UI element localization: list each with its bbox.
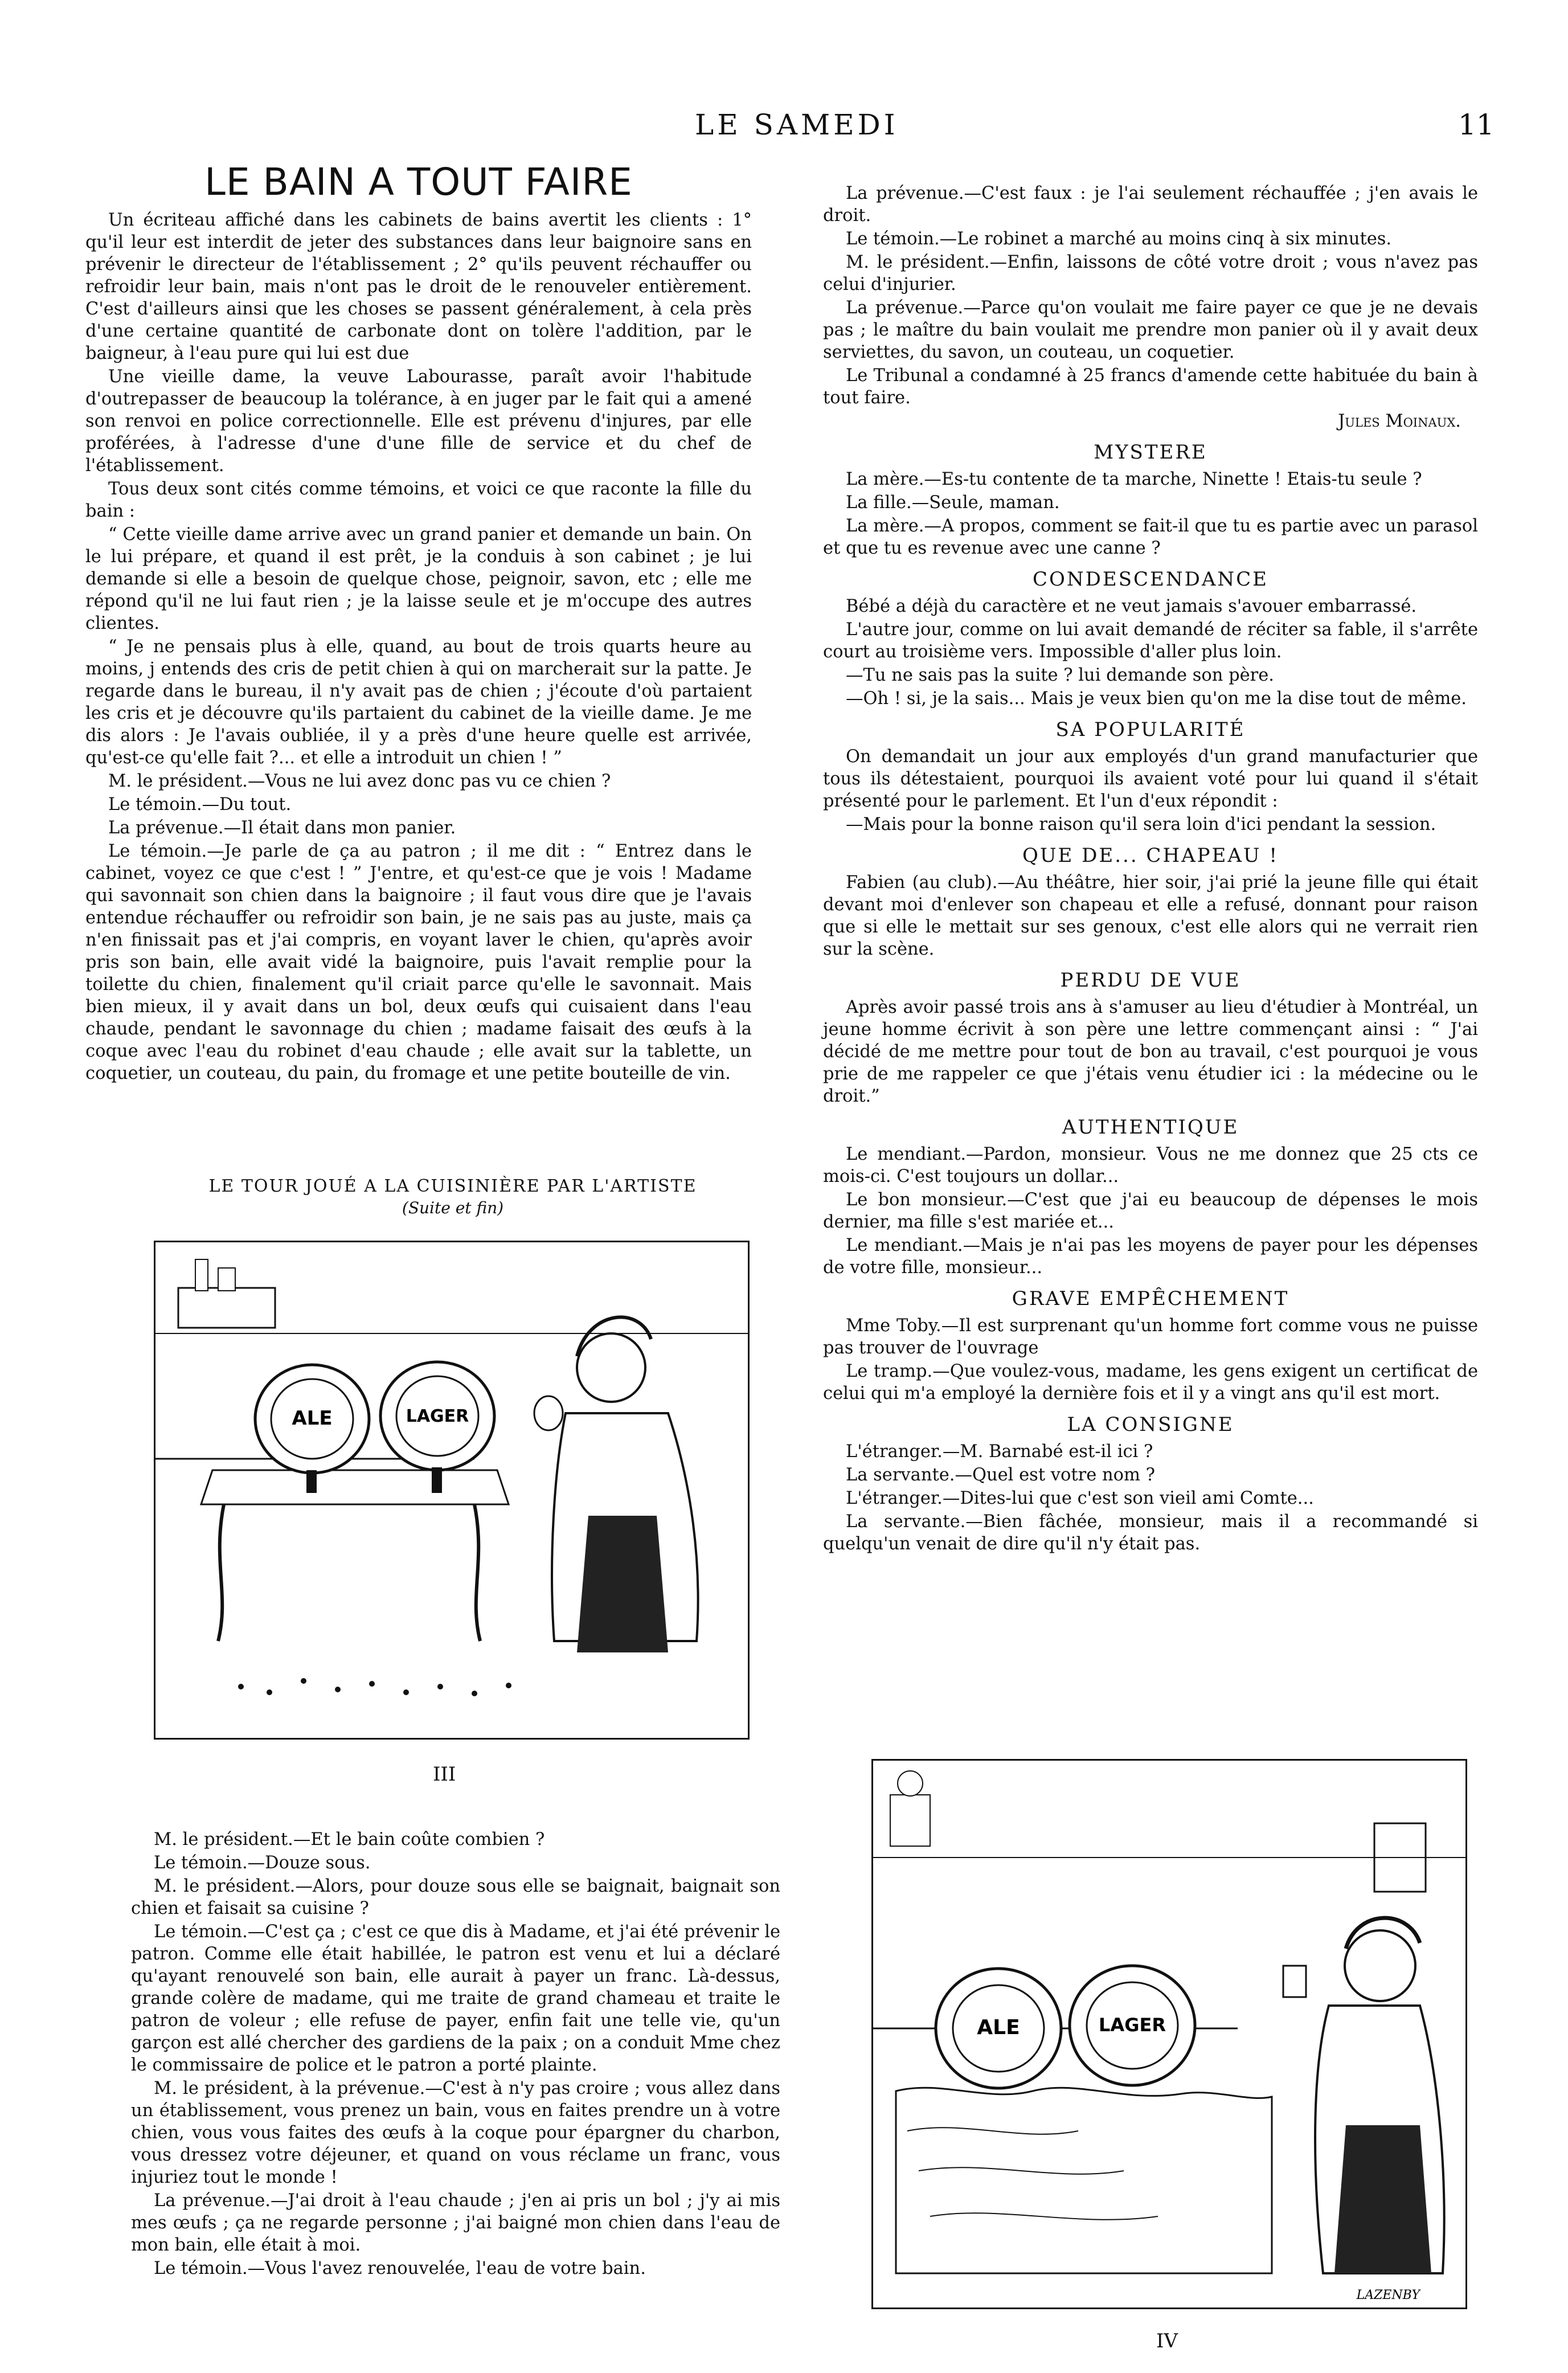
article-paragraph: Le témoin.—Je parle de ça au patron ; il me dit : “ Entrez dans le cabinet, voyez ce que c'est ! ” J'entre, et qu'est-ce que je vois ! Madame qui savonnait son chien dans la baignoire ; il faut vous dire que je l'avais entendue réchauffer ou refroidir son bain, je ne sais pas au juste, mais ça n'en finissait pas et j'ai compris, en voyant laver le chien, qu'après avoir pris son bain, elle avait vidé la baignoire, puis l'avait remplie pour la toilette du chien, finalement qu'il criait parce qu'elle le savonnait. Mais bien mieux, il y avait dans un bol, deux œufs qui cuisaient dans l'eau chaude, pendant le savonnage du chien ; madame faisait des œufs à la coque avec l'eau du robinet d'eau chaude ; elle avait sur la tablette, un coquetier, un couteau, du pain, du fromage et une petite bouteille de vin. <box>85 841 752 1083</box>
article-paragraph: La prévenue.—Parce qu'on voulait me faire payer ce que je ne devais pas ; le maître du bain voulait me prendre mon panier où il y avait deux serviettes, du savon, un couteau, un coquetier. <box>823 298 1478 362</box>
joke-title: GRAVE EMPÊCHEMENT <box>1012 1287 1289 1310</box>
barrel-label-right: LAGER <box>1099 2014 1166 2036</box>
joke-line: La servante.—Quel est votre nom ? <box>846 1465 1155 1485</box>
barrel-label-right: LAGER <box>406 1406 469 1426</box>
article-paragraph: Le témoin.—Vous l'avez renouvelée, l'eau de votre bain. <box>154 2259 646 2278</box>
joke-line: La mère.—A propos, comment se fait-il que tu es partie avec un parasol et que tu es revenue avec une canne ? <box>823 516 1478 558</box>
joke-line: Le tramp.—Que voulez-vous, madame, les gens exigent un certificat de celui qui m'a employé la dernière fois et il y a vingt ans qu'il est mort. <box>823 1361 1478 1404</box>
artist-signature: LAZENBY <box>1356 2288 1420 2302</box>
joke-title: SA POPULARITÉ <box>1055 718 1246 741</box>
article-column-left <box>85 160 752 1086</box>
cartoon-kitchen-scene <box>155 1242 748 1738</box>
article-paragraph: Tous deux sont cités comme témoins, et voici ce que raconte la fille du bain : <box>85 479 752 521</box>
author-signature: Jules Moinaux. <box>1338 411 1461 431</box>
page-number: 11 <box>1458 108 1495 141</box>
article-paragraph: Une vieille dame, la veuve Labourasse, paraît avoir l'habitude d'outrepasser de beaucoup la tolérance, à en juger par le fait qui a amené son renvoi en police correctionnelle. Elle est prévenu d'injures, par elle proférées, à l'adresse d'une d'une fille de service et du chef de l'établissement. <box>85 367 752 476</box>
joke-line: Le mendiant.—Pardon, monsieur. Vous ne me donnez que 25 cts ce mois-ci. C'est toujours un dollar... <box>823 1144 1478 1186</box>
article-paragraph: “ Je ne pensais plus à elle, quand, au bout de trois quarts heure au moins, j entends des cris de petit chien à qui on marcherait sur la patte. Je regarde dans le bureau, il n'y avait pas de chien ; j'écoute d'où partaient les cris et je découvre qu'ils partaient du cabinet de la vieille dame. Je me dis alors : Je l'avais oubliée, il y a près d'une heure quelle est arrivée, qu'est-ce qu'elle fait ?... et elle a introduit un chien ! ” <box>85 637 752 768</box>
joke-line: Bébé a déjà du caractère et ne veut jamais s'avouer embarrassé. <box>846 596 1417 616</box>
page-header <box>0 108 1568 148</box>
caption-title: LE TOUR JOUÉ A LA CUISINIÈRE PAR L'ARTISTE <box>208 1176 697 1196</box>
joke-line: La fille.—Seule, maman. <box>846 493 1060 513</box>
article-paragraph: La prévenue.—Il était dans mon panier. <box>108 818 456 838</box>
joke-title: PERDU DE VUE <box>1060 969 1241 992</box>
joke-line: Mme Toby.—Il est surprenant qu'un homme fort comme vous ne puisse pas trouver de l'ouvrage <box>823 1316 1478 1358</box>
illustration-four <box>871 1759 1467 2309</box>
article-paragraph: M. le président.—Alors, pour douze sous elle se baignait, baignait son chien et faisait sa cuisine ? <box>131 1876 780 1918</box>
joke-title: CONDESCENDANCE <box>1033 568 1268 591</box>
barrel-label-left: ALE <box>292 1407 333 1430</box>
article-paragraph: M. le président.—Enfin, laissons de côté votre droit ; vous n'avez pas celui d'injurier. <box>823 252 1478 294</box>
illustration-caption <box>131 1176 775 1217</box>
joke-line: —Oh ! si, je la sais... Mais je veux bien qu'on me la dise tout de même. <box>846 689 1467 709</box>
article-column-right <box>823 182 1478 1556</box>
article-paragraph: M. le président, à la prévenue.—C'est à n'y pas croire ; vous allez dans un établissement, vous prenez un bain, vous en faites prendre un à votre chien, vous vous faites des œufs à la coque pour épargner du charbon, vous dressez votre déjeuner, et quand on vous réclame un franc, vous injuriez tout le monde ! <box>131 2079 780 2187</box>
joke-line: La servante.—Bien fâchée, monsieur, mais il a recommandé si quelqu'un venait de dire qu'il n'y était pas. <box>823 1512 1478 1554</box>
barrel-label-left: ALE <box>977 2016 1020 2039</box>
article-paragraph: “ Cette vieille dame arrive avec un grand panier et demande un bain. On le lui prépare, et quand il est prêt, je la conduis à son cabinet ; je lui demande si elle a besoin de quelque chose, peignoir, savon, etc ; elle me répond qu'il ne lui faut rien ; je la laisse seule et je m'occupe des autres clientes. <box>85 525 752 633</box>
article-paragraph: Le Tribunal a condamné à 25 francs d'amende cette habituée du bain à tout faire. <box>823 366 1478 408</box>
joke-line: —Tu ne sais pas la suite ? lui demande son père. <box>846 665 1274 685</box>
joke-line: Le bon monsieur.—C'est que j'ai eu beaucoup de dépenses le mois dernier, ma fille s'est mariée et... <box>823 1190 1478 1232</box>
joke-title: QUE DE... CHAPEAU ! <box>1022 844 1279 867</box>
joke-line: Le mendiant.—Mais je n'ai pas les moyens de payer pour les dépenses de votre fille, monsieur... <box>823 1235 1478 1278</box>
joke-title: AUTHENTIQUE <box>1062 1116 1239 1139</box>
joke-line: La mère.—Es-tu contente de ta marche, Ninette ! Etais-tu seule ? <box>846 469 1422 489</box>
joke-line: On demandait un jour aux employés d'un grand manufacturier que tous ils détestaient, pourquoi ils avaient voté pour lui quand il s'était présenté pour le parlement. Et l'un d'eux répondit : <box>823 747 1478 811</box>
joke-title: MYSTERE <box>1094 441 1207 464</box>
article-paragraph: Le témoin.—Du tout. <box>108 795 292 815</box>
article-paragraph: La prévenue.—C'est faux : je l'ai seulement réchauffée ; j'en avais le droit. <box>823 183 1478 226</box>
joke-line: L'étranger.—Dites-lui que c'est son vieil ami Comte... <box>846 1488 1314 1508</box>
joke-line: L'étranger.—M. Barnabé est-il ici ? <box>846 1442 1153 1462</box>
article-paragraph: La prévenue.—J'ai droit à l'eau chaude ; j'en ai pris un bol ; j'y ai mis mes œufs ; ça ne regarde personne ; j'ai baigné mon chien dans l'eau de mon bain, elle était à moi. <box>131 2191 780 2255</box>
article-paragraph: M. le président.—Et le bain coûte combien ? <box>154 1830 545 1850</box>
figure-label-four: IV <box>1156 2330 1178 2352</box>
article-paragraph: Le témoin.—Le robinet a marché au moins cinq à six minutes. <box>846 229 1392 249</box>
article-paragraph: Le témoin.—Douze sous. <box>154 1853 371 1873</box>
illustration-three <box>154 1241 750 1740</box>
cartoon-flooded-kitchen <box>873 1761 1465 2307</box>
article-paragraph: Un écriteau affiché dans les cabinets de bains avertit les clients : 1° qu'il leur est interdit de jeter des substances dans leur baignoire sans en prévenir le directeur de l'établissement ; 2° qu'ils peuvent réchauffer ou refroidir leur bain, mais n'ont pas le droit de le renouveler entièrement. C'est d'ailleurs ainsi que les choses se passent généralement, à cela près d'une certaine quantité de carbonate dont on tolère l'addition, par le baigneur, à l'eau pure qui lui est due <box>85 210 752 363</box>
figure-label-three: III <box>433 1763 456 1786</box>
joke-title: LA CONSIGNE <box>1067 1413 1234 1436</box>
article-paragraph: Le témoin.—C'est ça ; c'est ce que dis à Madame, et j'ai été prévenir le patron. Comme elle était habillée, le patron est venu et lui a déclaré qu'ayant renouvelé son bain, elle aurait à payer un franc. Là-dessus, grande colère de madame, qui me traite de grand chameau et traite le patron de voleur ; elle refuse de payer, enfin fait une telle vie, qu'un garçon est allé chercher des gardiens de la paix ; on a conduit Mme chez le commissaire de police et le patron a porté plainte. <box>131 1922 780 2075</box>
joke-line: —Mais pour la bonne raison qu'il sera loin d'ici pendant la session. <box>846 815 1436 834</box>
article-paragraph: M. le président.—Vous ne lui avez donc pas vu ce chien ? <box>108 771 611 791</box>
joke-line: Après avoir passé trois ans à s'amuser au lieu d'étudier à Montréal, un jeune homme écrivit à son père une lettre commençant ainsi : “ J'ai décidé de me mettre pour tout de bon au travail, c'est pourquoi je vous prie de me rappeler ce que j'étais venu étudier ici : la médecine ou le droit.” <box>823 997 1478 1106</box>
joke-line: Fabien (au club).—Au théâtre, hier soir, j'ai prié la jeune fille qui était devant moi d'enlever son chapeau et elle a refusé, donnant pour raison que si elle le mettait sur ses genoux, c'est elle alors qui ne verrait rien sur la scène. <box>823 873 1478 959</box>
running-title: LE SAMEDI <box>695 108 899 141</box>
article-column-left-bottom <box>131 1828 780 2281</box>
caption-subtitle: (Suite et fin) <box>402 1198 504 1217</box>
article-title: LE BAIN A TOUT FAIRE <box>204 160 633 204</box>
joke-line: L'autre jour, comme on lui avait demandé de réciter sa fable, il s'arrête court au troisième vers. Impossible d'aller plus loin. <box>823 620 1478 662</box>
